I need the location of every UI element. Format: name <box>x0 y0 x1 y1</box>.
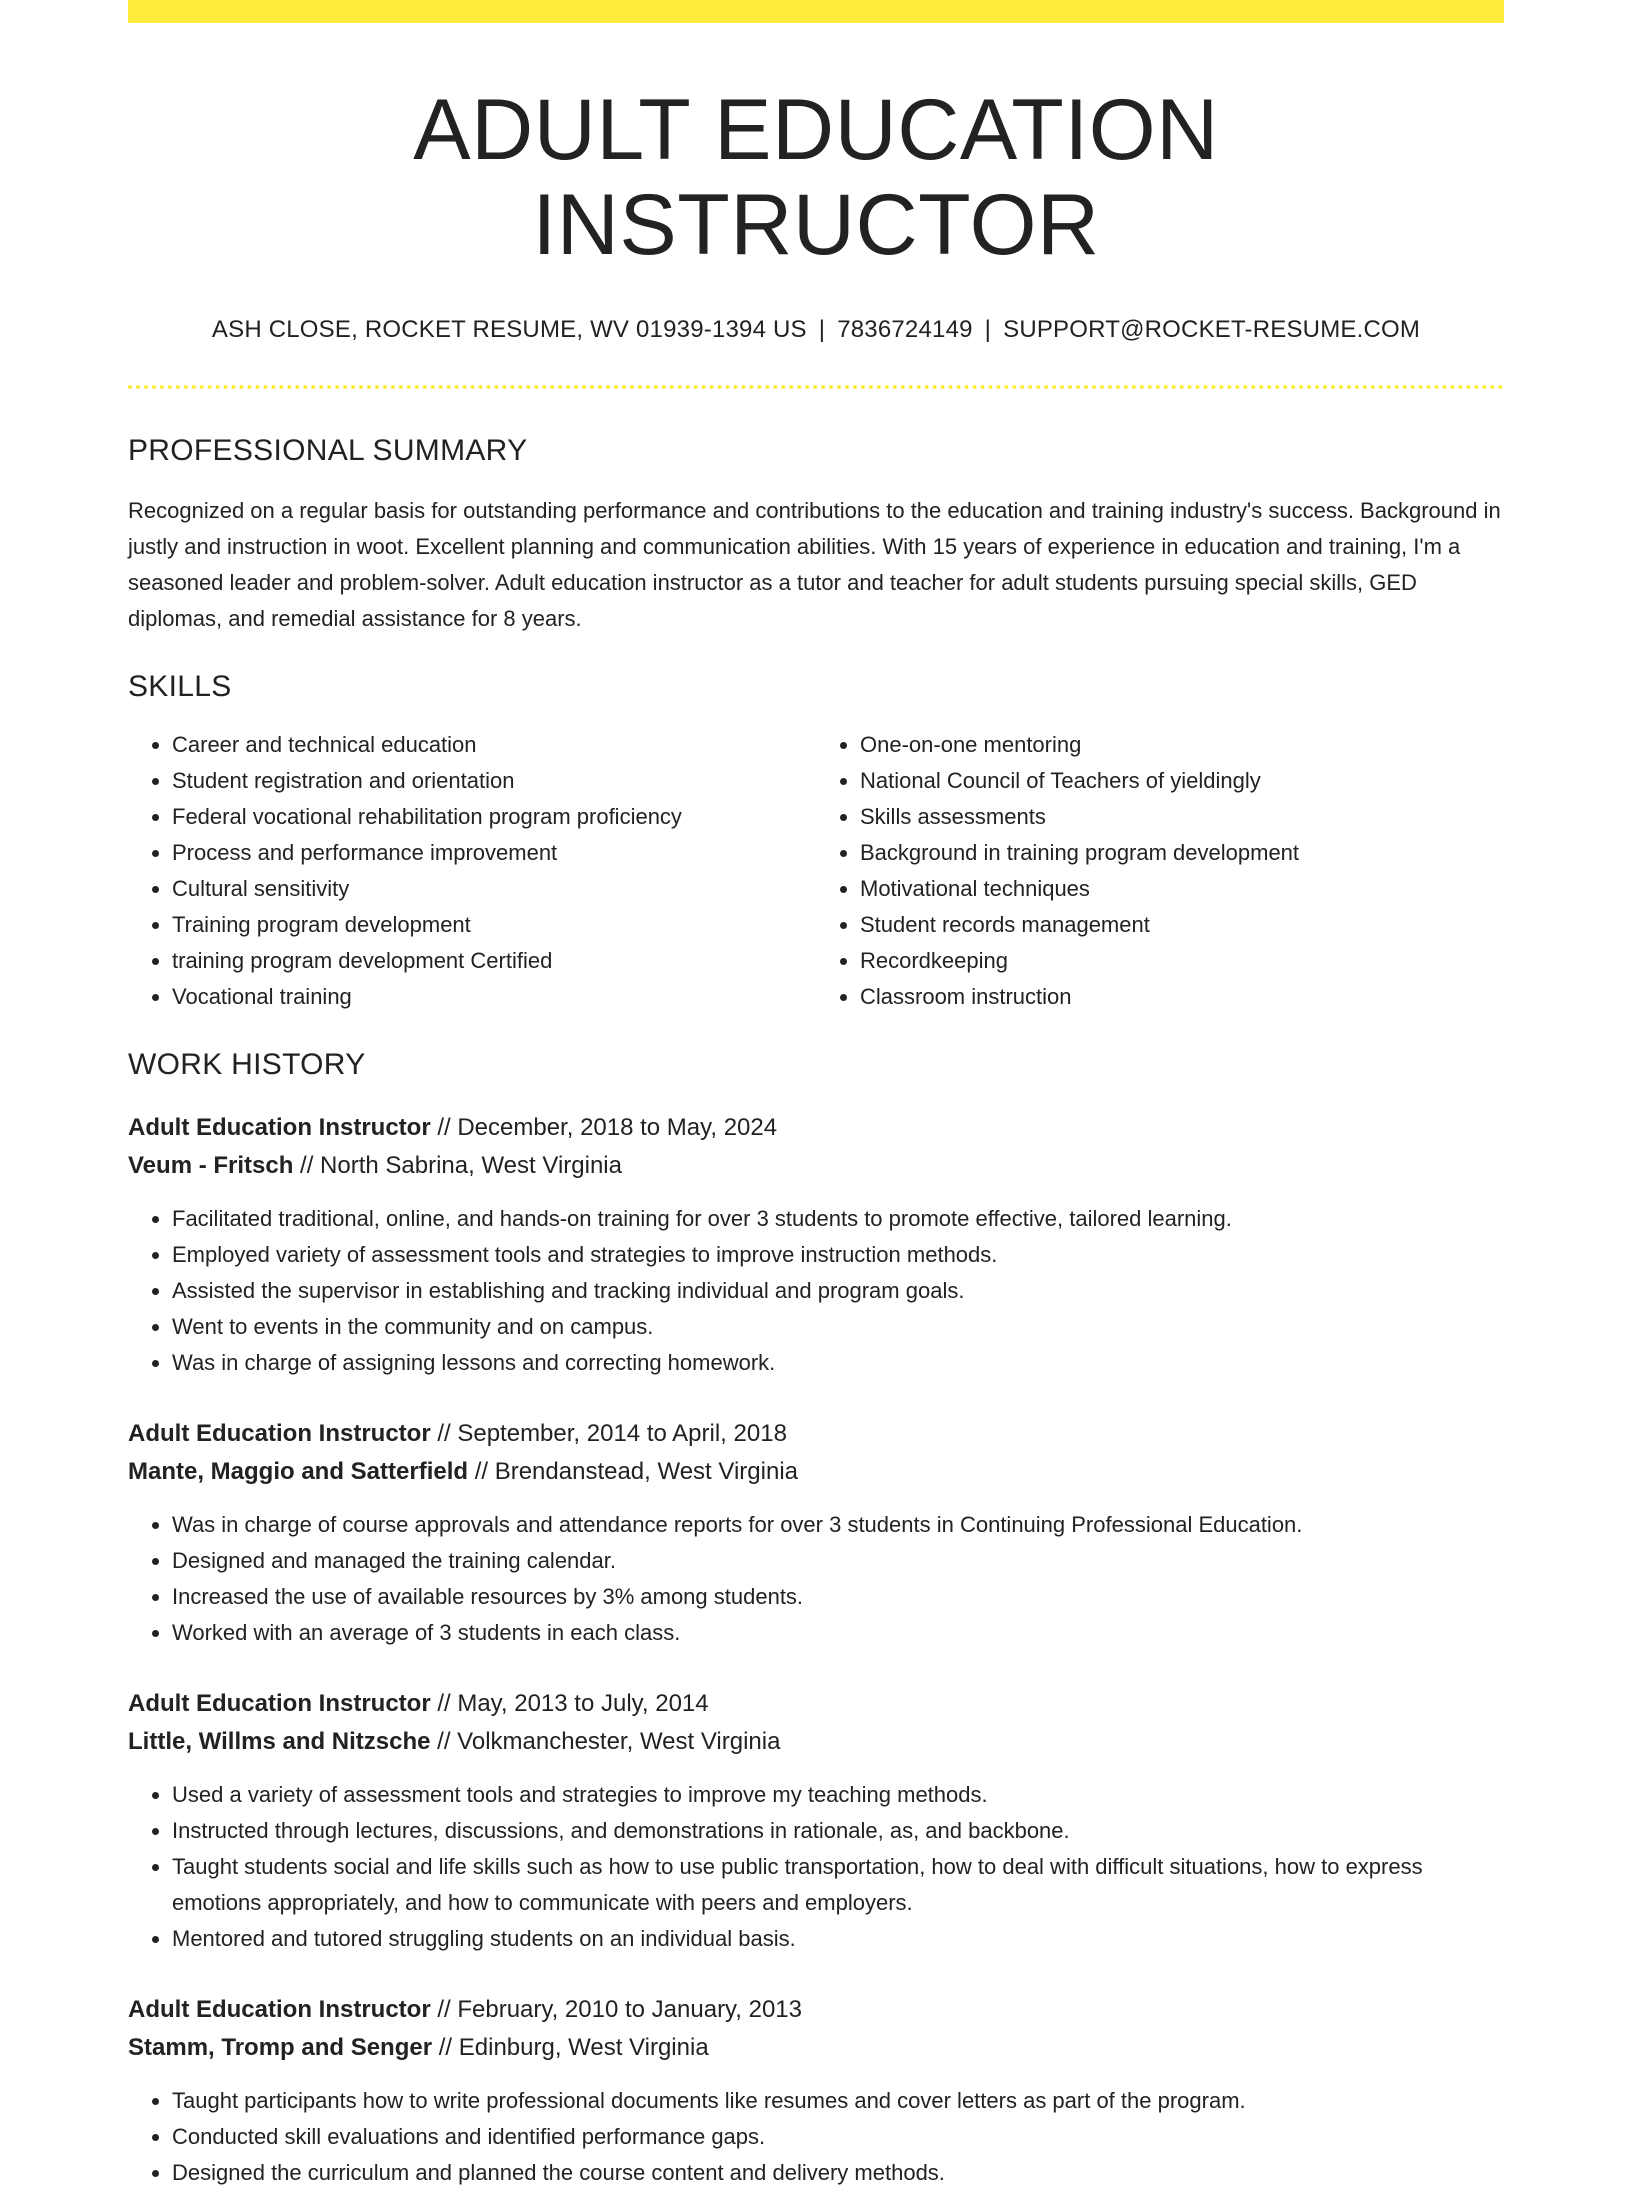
skill-item: • Career and technical education <box>172 727 816 763</box>
job-bullet: • Assisted the supervisor in establishing and tracking individual and program goals. <box>172 1273 1504 1309</box>
job-company: Veum - Fritsch <box>128 1151 294 1179</box>
skill-item: • Cultural sensitivity <box>172 871 816 907</box>
job-bullet: • Conducted skill evaluations and identified performance gaps. <box>172 2119 1504 2155</box>
job-title: Adult Education Instructor <box>128 1689 431 1717</box>
top-accent-bar <box>128 0 1504 23</box>
job-bullets <box>128 1777 1504 1957</box>
job-bullets <box>128 2083 1504 2191</box>
job-bullet: • Was in charge of assigning lessons and correcting homework. <box>172 1345 1504 1381</box>
skill-item: • Motivational techniques <box>860 871 1504 907</box>
skill-item: • Federal vocational rehabilitation program proficiency <box>172 799 816 835</box>
job-bullet: • Taught participants how to write professional documents like resumes and cover letters as part of the program. <box>172 2083 1504 2119</box>
job-bullet: • Was in charge of course approvals and attendance reports for over 3 students in Continuing Professional Education. <box>172 1507 1504 1543</box>
job-title-line: Adult Education Instructor // May, 2013 to July, 2014 <box>128 1689 709 1717</box>
skill-item: • Background in training program development <box>860 835 1504 871</box>
skill-item: • Skills assessments <box>860 799 1504 835</box>
skill-item: • Training program development <box>172 907 816 943</box>
job-entry <box>128 1415 1504 1651</box>
job-location: Volkmanchester, West Virginia <box>457 1727 781 1755</box>
contact-separator: | <box>818 316 826 344</box>
job-title: Adult Education Instructor <box>128 1419 431 1447</box>
section-title-skills: SKILLS <box>128 669 232 703</box>
job-company: Little, Willms and Nitzsche <box>128 1727 431 1755</box>
skills-column-left <box>128 727 816 1015</box>
skill-item: • Process and performance improvement <box>172 835 816 871</box>
job-title-line: Adult Education Instructor // February, 2010 to January, 2013 <box>128 1995 803 2023</box>
contact-separator: | <box>984 316 992 344</box>
job-entry <box>128 1685 1504 1957</box>
job-entry <box>128 1991 1504 2191</box>
job-bullet: • Designed the curriculum and planned the course content and delivery methods. <box>172 2155 1504 2191</box>
job-dates: December, 2018 to May, 2024 <box>457 1113 778 1141</box>
header-divider <box>128 385 1504 389</box>
job-title-line: Adult Education Instructor // December, 2018 to May, 2024 <box>128 1113 778 1141</box>
job-bullet: • Went to events in the community and on campus. <box>172 1309 1504 1345</box>
job-company-line: Little, Willms and Nitzsche // Volkmanchester, West Virginia <box>128 1727 781 1755</box>
job-bullet: • Mentored and tutored struggling students on an individual basis. <box>172 1921 1504 1957</box>
skills-list <box>128 727 1504 1015</box>
job-title: Adult Education Instructor <box>128 1995 431 2023</box>
job-company-line: Mante, Maggio and Satterfield // Brendanstead, West Virginia <box>128 1457 798 1485</box>
section-title-work-history: WORK HISTORY <box>128 1047 366 1081</box>
skill-item: • Classroom instruction <box>860 979 1504 1015</box>
contact-phone: 7836724149 <box>837 316 973 344</box>
job-location: Brendanstead, West Virginia <box>494 1457 798 1485</box>
job-bullet: • Increased the use of available resources by 3% among students. <box>172 1579 1504 1615</box>
section-title-summary: PROFESSIONAL SUMMARY <box>128 433 528 467</box>
skills-column-right <box>816 727 1504 1015</box>
job-dates: May, 2013 to July, 2014 <box>457 1689 709 1717</box>
skill-item: • One-on-one mentoring <box>860 727 1504 763</box>
skill-item: • Student registration and orientation <box>172 763 816 799</box>
skill-item: • Student records management <box>860 907 1504 943</box>
skill-item: • Vocational training <box>172 979 816 1015</box>
job-company-line: Stamm, Tromp and Senger // Edinburg, West Virginia <box>128 2033 709 2061</box>
contact-line <box>128 316 1504 345</box>
job-dates: February, 2010 to January, 2013 <box>457 1995 803 2023</box>
job-company: Mante, Maggio and Satterfield <box>128 1457 469 1485</box>
job-bullet: • Facilitated traditional, online, and hands-on training for over 3 students to promote effective, tailored learning. <box>172 1201 1504 1237</box>
job-dates: September, 2014 to April, 2018 <box>457 1419 787 1447</box>
job-bullets <box>128 1507 1504 1651</box>
job-location: Edinburg, West Virginia <box>458 2033 709 2061</box>
job-bullets <box>128 1201 1504 1381</box>
summary-text: Recognized on a regular basis for outstanding performance and contributions to the education and training industry's success. Background in justly and instruction in woot. Excellent planning and communication abilities. With 15 years of experience in education and training, I'm a seasoned leader and problem-solver. Adult education instructor as a tutor and teacher for adult students pursuing special skills, GED diplomas, and remedial assistance for 8 years. <box>128 497 1501 631</box>
job-entry <box>128 1109 1504 1381</box>
job-bullet: • Used a variety of assessment tools and strategies to improve my teaching methods. <box>172 1777 1504 1813</box>
skill-item: • Recordkeeping <box>860 943 1504 979</box>
job-company-line: Veum - Fritsch // North Sabrina, West Virginia <box>128 1151 622 1179</box>
resume-name: ADULT EDUCATION INSTRUCTOR <box>413 82 1219 273</box>
job-bullet: • Taught students social and life skills such as how to use public transportation, how to deal with difficult situations, how to express emotions appropriately, and how to communicate with peers and employers. <box>172 1849 1504 1921</box>
contact-email: SUPPORT@ROCKET-RESUME.COM <box>1003 316 1421 344</box>
skill-item: • National Council of Teachers of yieldingly <box>860 763 1504 799</box>
job-company: Stamm, Tromp and Senger <box>128 2033 433 2061</box>
contact-address: ASH CLOSE, ROCKET RESUME, WV 01939-1394 US <box>211 316 807 344</box>
job-bullet: • Instructed through lectures, discussions, and demonstrations in rationale, as, and backbone. <box>172 1813 1504 1849</box>
job-title-line: Adult Education Instructor // September, 2014 to April, 2018 <box>128 1419 787 1447</box>
job-bullet: • Worked with an average of 3 students in each class. <box>172 1615 1504 1651</box>
resume-page <box>128 0 1504 2191</box>
job-bullet: • Employed variety of assessment tools and strategies to improve instruction methods. <box>172 1237 1504 1273</box>
job-bullet: • Designed and managed the training calendar. <box>172 1543 1504 1579</box>
skill-item: • training program development Certified <box>172 943 816 979</box>
job-title: Adult Education Instructor <box>128 1113 431 1141</box>
job-location: North Sabrina, West Virginia <box>320 1151 622 1179</box>
